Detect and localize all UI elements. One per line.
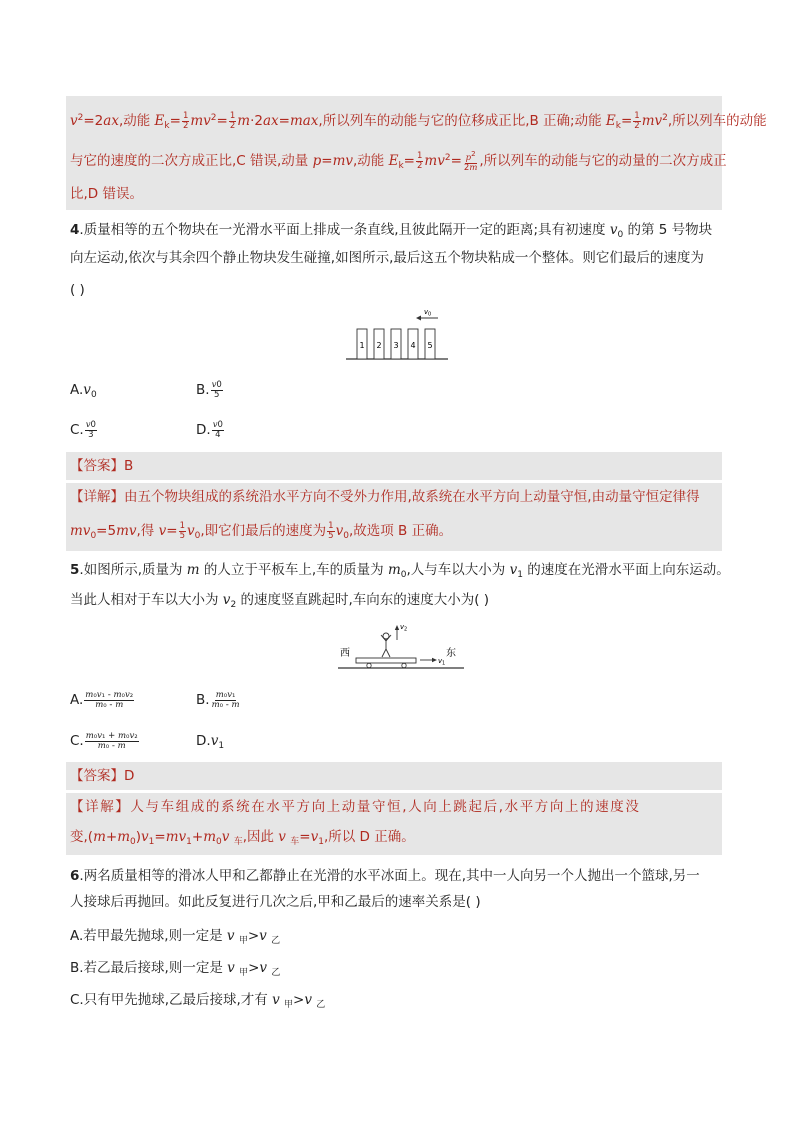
- q5-option-c[interactable]: C. $\frac{\text{m₀v₁ + m₀v₂}}{\text{m₀ - m}}$: [70, 730, 138, 751]
- q5-option-b[interactable]: B. $\frac{\text{m₀v₁}}{\text{m₀ - m}}$: [196, 689, 240, 710]
- velocity-arrow-left-icon: [416, 308, 438, 321]
- solution-line-2: 与它的速度的二次方成正比,C 错误,动量 p=mv,动能 $E_k=$ $\frac{1}{2}$ $mv^2=$ $\frac{p^2}{2m}$ ,所以列车的动能与它的动量的二次方成正: [70, 149, 727, 173]
- block-5: [425, 329, 435, 359]
- svg-text:2: 2: [404, 626, 408, 633]
- velocity-arrow-right-icon: [420, 657, 445, 667]
- q5-option-d[interactable]: $D.v_1$: [196, 733, 225, 751]
- q4-option-c[interactable]: C. $\frac{v0}{3}$: [70, 419, 96, 440]
- q4-detail-box: 【详解】由五个物块组成的系统沿水平方向不受外力作用,故系统在水平方向上动量守恒,由动量守恒定律得 $mv_0=5mv$,得 v= $\frac{1}{5}$ $v_0$,即它们最后的速度为 $\frac{1}{5}$ $v_0$,故选项 B 正确。: [66, 483, 722, 551]
- svg-text:v: v: [400, 623, 405, 631]
- q5-line-2: 当此人相对于车以大小为 $v_2$ 的速度竖直跳起时,车向东的速度大小为( ): [70, 592, 490, 610]
- q4-option-d[interactable]: D. $\frac{v0}{4}$: [196, 419, 223, 440]
- block-1: [357, 329, 367, 359]
- q5-option-a[interactable]: A. $\frac{\text{m₀v₁ - m₀v₂}}{\text{m₀ - m}}$: [70, 689, 134, 710]
- solution-line-1: $v^2=2ax$,动能 $E_k=$ $\frac{1}{2}$ $mv^2=$ $\frac{1}{2}$ m·2ax=max,所以列车的动能与它的位移成正比,B 正确;动能 $E_k=$ $\frac{1}{2}$ $mv^2$,所以列车的动能: [70, 110, 767, 131]
- detail-label: 【详解】: [70, 799, 131, 815]
- q6-line-2: 人接球后再抛回。如此反复进行几次之后,甲和乙最后的速率关系是( ): [70, 894, 481, 910]
- q5-detail-box: 【详解】人与车组成的系统在水平方向上动量守恒,人向上跳起后,水平方向上的速度没 变$,(m+m_0)v_1=mv_1+m_0v$ $_车$,因此 v $_车=v_1$,所以 D 正确。: [66, 793, 722, 855]
- figure-east-label: 东: [446, 648, 456, 659]
- velocity-arrow-up-icon: [395, 623, 407, 640]
- block-3: [391, 329, 401, 359]
- q5-figure-cart: [336, 620, 466, 672]
- person-icon: [381, 633, 391, 657]
- q4-line-3: ( ): [70, 282, 85, 298]
- svg-text:0: 0: [428, 311, 432, 318]
- q4-line-2: 向左运动,依次与其余四个静止物块发生碰撞,如图所示,最后这五个物块粘成一个整体。则它们最后的速度为: [70, 250, 704, 266]
- svg-text:v: v: [438, 657, 443, 665]
- answer-value: D: [124, 768, 135, 784]
- q5-line-1: 5.如图所示,质量为 m 的人立于平板车上,车的质量为 $m_0$,人与车以大小为 $v_1$ 的速度在光滑水平面上向东运动。: [70, 562, 730, 580]
- detail-label: 【详解】: [70, 489, 124, 505]
- block-4: [408, 329, 418, 359]
- q5-answer-box: [66, 762, 722, 790]
- answer-label: 【答案】: [70, 768, 124, 784]
- q6-option-c[interactable]: C.只有甲先抛球,乙最后接球,才有 v $_甲$>v $_乙$: [70, 992, 326, 1010]
- q4-line-1: 4.质量相等的五个物块在一光滑水平面上排成一条直线,且彼此隔开一定的距离;具有初速度 $v_0$ 的第 5 号物块: [70, 222, 713, 240]
- svg-text:v: v: [424, 308, 429, 316]
- solution-line-3: 比,D 错误。: [70, 186, 143, 202]
- svg-text:4: 4: [410, 341, 416, 350]
- svg-text:2: 2: [376, 341, 382, 350]
- figure-west-label: 西: [340, 648, 350, 659]
- answer-value: B: [124, 458, 134, 474]
- answer-label: 【答案】: [70, 458, 124, 474]
- q4-figure-blocks: [344, 304, 450, 362]
- q4-answer-box: [66, 452, 722, 480]
- q6-option-b[interactable]: B.若乙最后接球,则一定是 v $_甲$>v $_乙$: [70, 960, 281, 978]
- solution-block-1: [66, 96, 767, 210]
- svg-text:3: 3: [393, 341, 399, 350]
- q4-option-a[interactable]: $A.v_0$: [70, 382, 97, 400]
- q6-option-a[interactable]: A.若甲最先抛球,则一定是 v $_甲$>v $_乙$: [70, 928, 281, 946]
- svg-text:1: 1: [442, 660, 446, 667]
- q4-option-b[interactable]: B. $\frac{v0}{5}$: [196, 379, 222, 400]
- svg-text:5: 5: [427, 341, 433, 350]
- block-2: [374, 329, 384, 359]
- svg-text:1: 1: [359, 341, 365, 350]
- q6-line-1: 6.两名质量相等的滑冰人甲和乙都静止在光滑的水平冰面上。现在,其中一人向另一个人抛出一个篮球,另一: [70, 868, 700, 884]
